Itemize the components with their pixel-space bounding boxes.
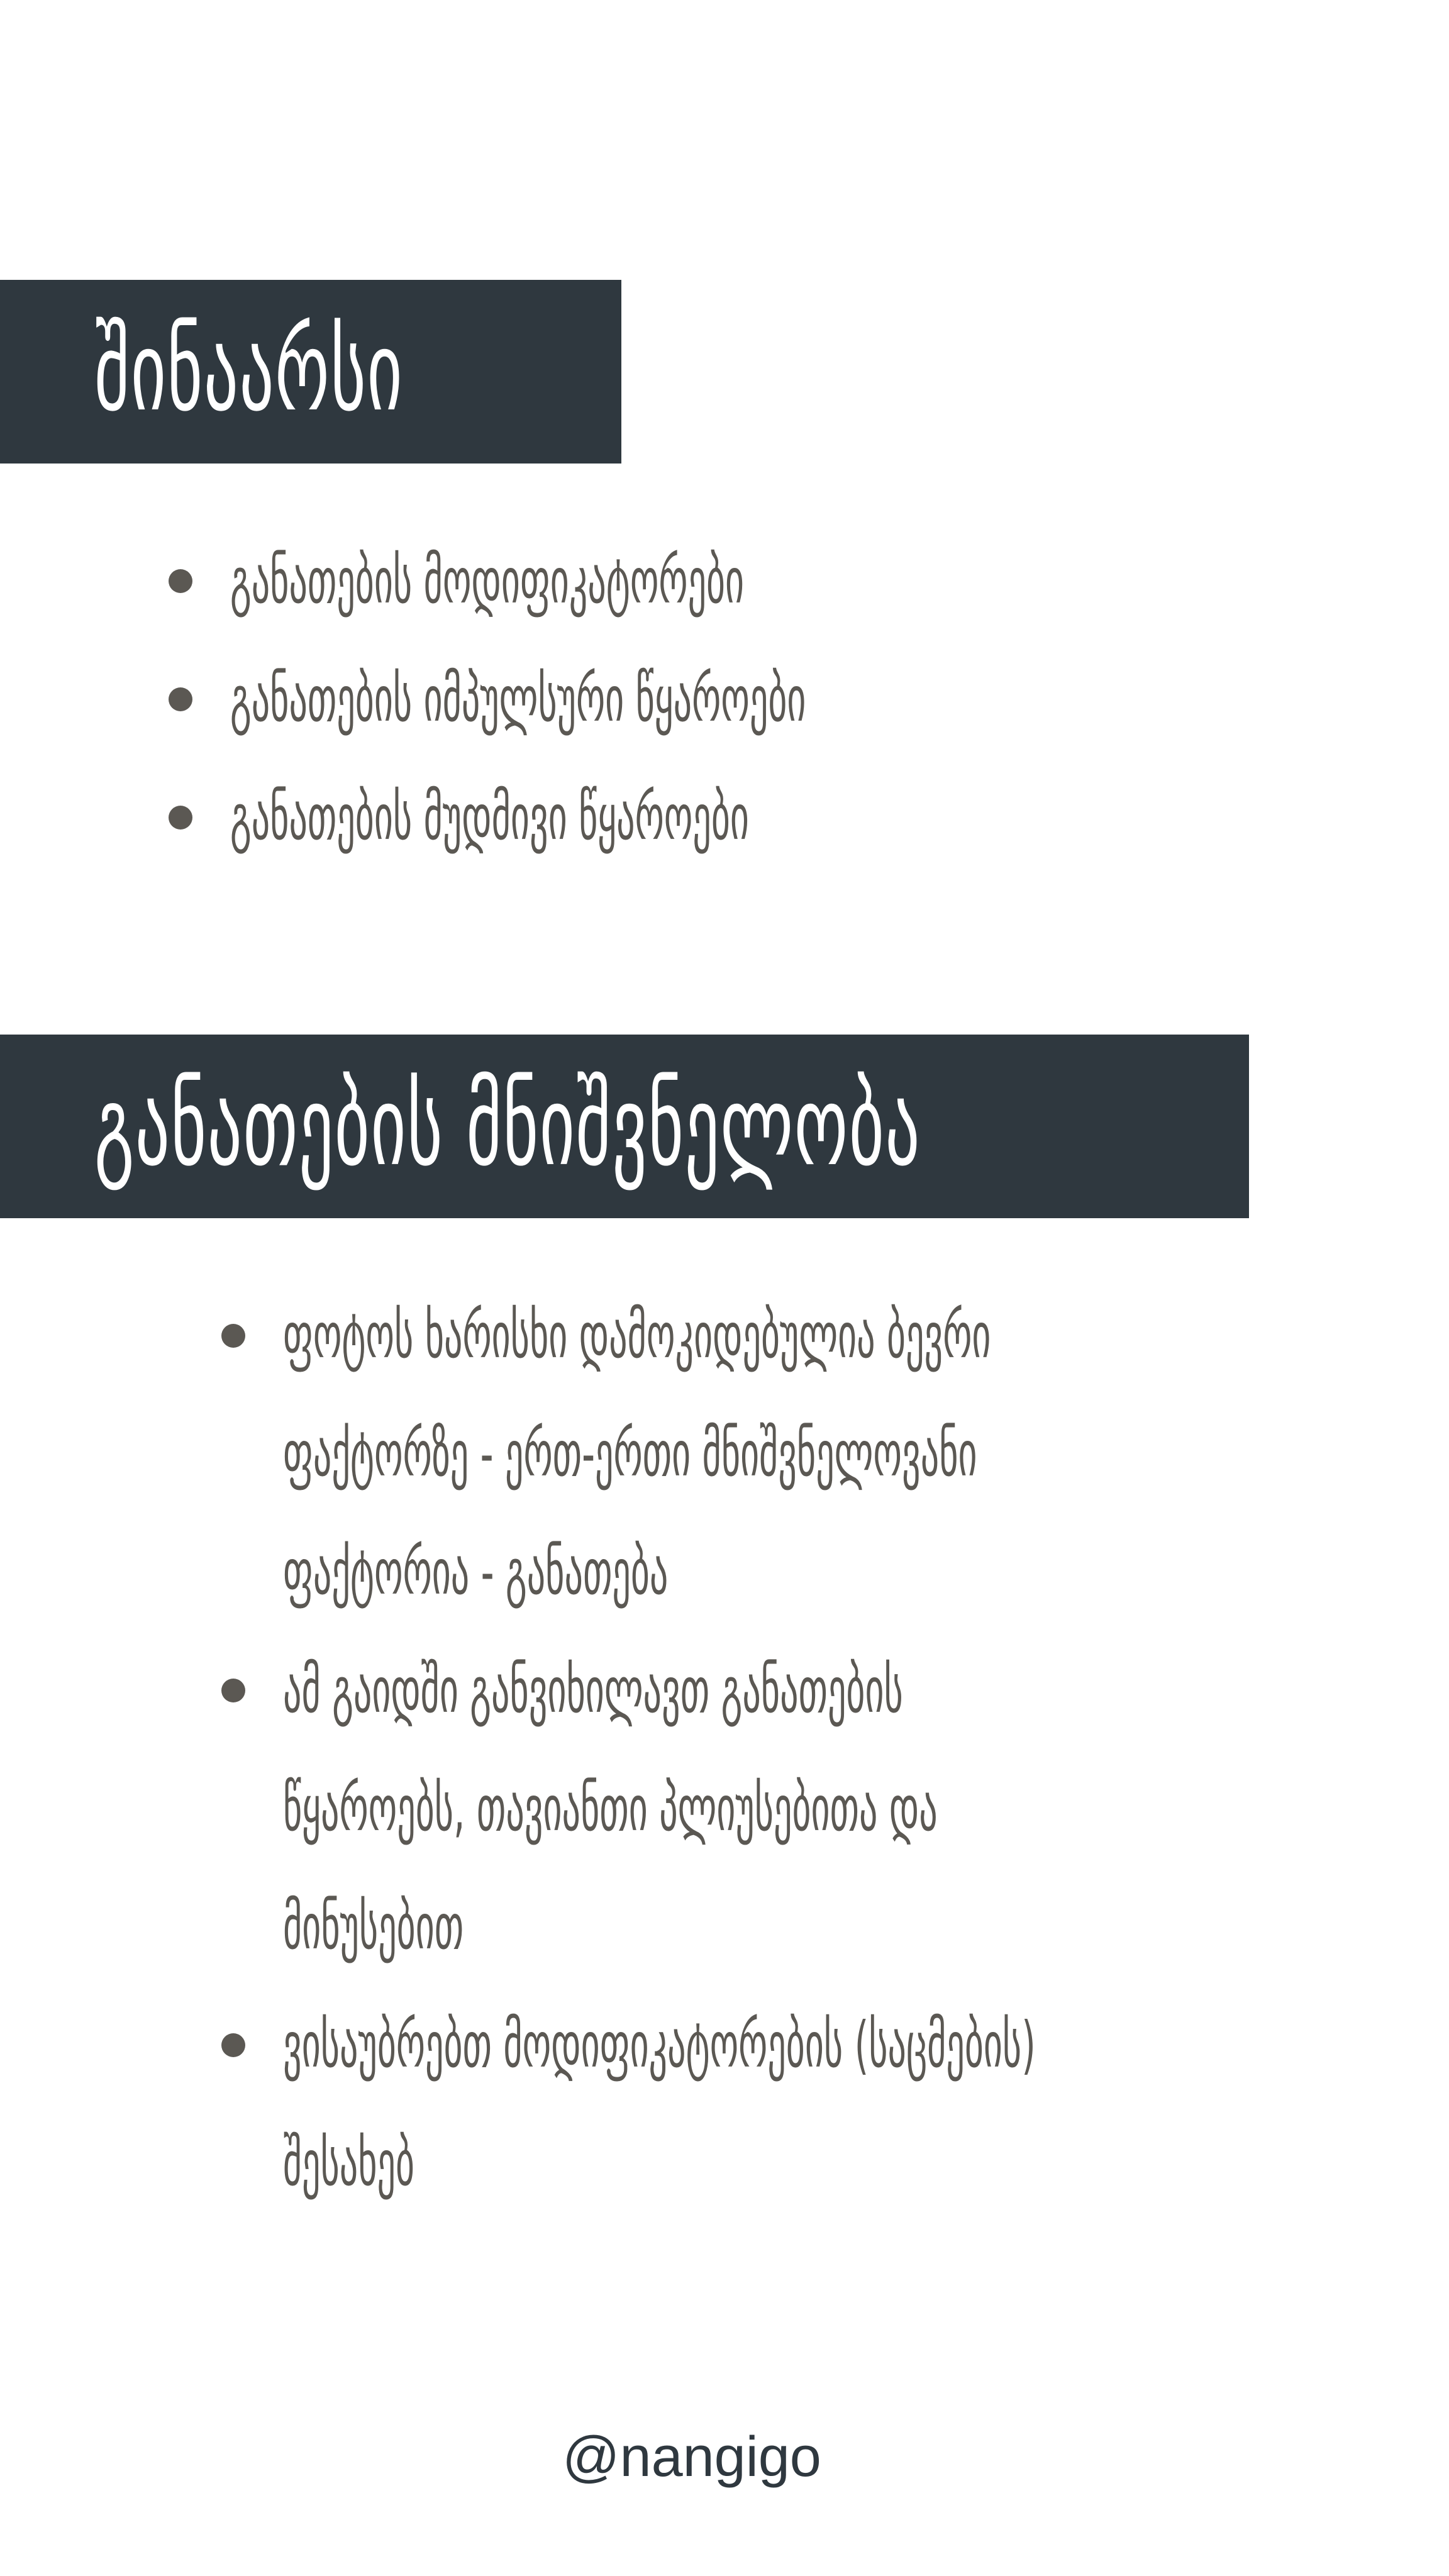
list-item-line (283, 1291, 1449, 1409)
list-item-text: ფაქტორზე - ერთ-ერთი მნიშვნელოვანი (283, 1417, 977, 1491)
list-item (283, 1291, 1449, 1645)
list-item (230, 782, 1223, 901)
list-item-text: განათების იმპულსური წყაროები (230, 662, 806, 736)
section-heading-importance (0, 1035, 1249, 1218)
section-title-contents: შინაარსი (94, 307, 404, 436)
list-item-text: ამ გაიდში განვიხილავთ განათების (283, 1653, 903, 1727)
list-item-text: განათების მუდმივი წყაროები (230, 780, 749, 854)
list-item-line (283, 1882, 1449, 2000)
list-item-line (283, 1527, 1449, 1645)
list-item-text: ფოტოს ხარისხი დამოკიდებულია ბევრი (283, 1299, 991, 1372)
list-item-text: შესახებ (283, 2126, 415, 2200)
list-item (283, 2000, 1449, 2236)
list-item-line (283, 1763, 1449, 1882)
section-title-importance: განათების მნიშვნელობა (94, 1062, 921, 1191)
list-item-line (283, 1409, 1449, 1527)
list-item-text: წყაროებს, თავიანთი პლიუსებითა და (283, 1772, 938, 1845)
list-item (283, 1645, 1449, 2000)
footer-handle: @nangigo (562, 2426, 821, 2489)
list-item-text: განათების მოდიფიკატორები (230, 544, 745, 618)
list-item-text: მინუსებით (283, 1890, 464, 1963)
contents-list (230, 546, 1223, 901)
list-item-text: ფაქტორია - განათება (283, 1535, 669, 1609)
list-item-line (283, 2118, 1449, 2236)
list-item (230, 546, 1223, 664)
section-heading-contents (0, 280, 621, 464)
importance-list (283, 1291, 1449, 2236)
list-item-line (283, 1645, 1449, 1763)
list-item-text: ვისაუბრებთ მოდიფიკატორების (საცმების) (283, 2008, 1036, 2082)
list-item-line (283, 2000, 1449, 2118)
list-item (230, 664, 1223, 782)
